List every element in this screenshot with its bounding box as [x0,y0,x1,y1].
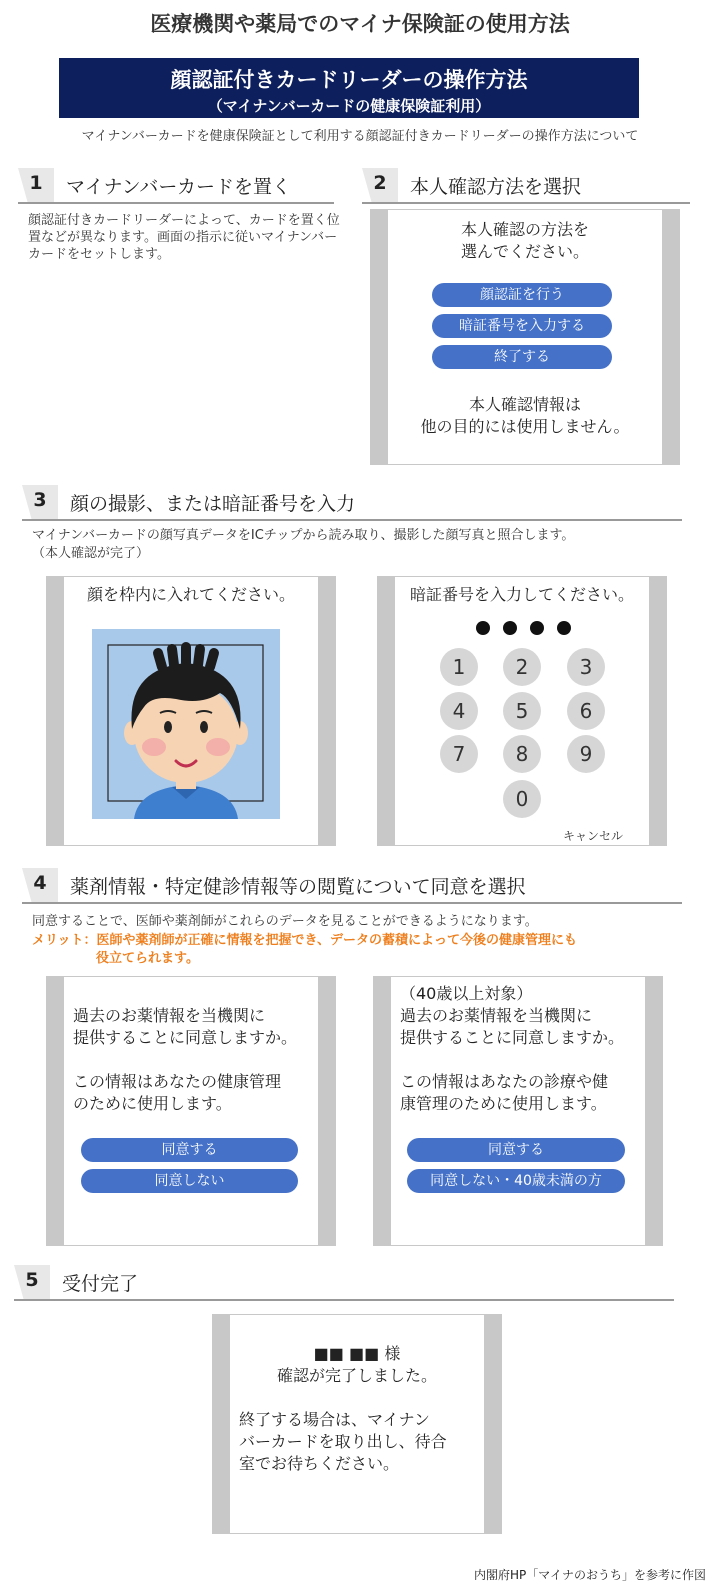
key-0[interactable]: 0 [503,780,541,818]
consent-question-line1: 過去のお薬情報を当機関に [400,1006,593,1025]
pin-entry-screen [377,576,667,846]
auth-prompt-line2: 選んでください。 [460,242,589,261]
step-title: 受付完了 [62,1273,139,1295]
pin-entry-button[interactable]: 暗証番号を入力する [432,314,612,338]
merit-text-line1: メリット：医師や薬剤師が正確に情報を把握でき、データの蓄積によって今後の健康管理にも [32,933,577,948]
cancel-button[interactable]: キャンセル [563,829,624,843]
end-instruction-line1: 終了する場合は、マイナン [239,1410,430,1429]
step4-header [22,868,682,904]
step-number: 2 [373,172,387,194]
step1-header [18,168,334,204]
patient-name: ■■ ■■ 様 [313,1344,401,1363]
divider [22,519,682,521]
step-title: 薬剤情報・特定健診情報等の閲覧について同意を選択 [70,876,526,898]
pin-dot [503,621,517,635]
consent-screen-medication [46,976,336,1246]
banner-title: 顔認証付きカードリーダーの操作方法 [170,68,528,92]
step1-description: 顔認証付きカードリーダーによって、カードを置く位置などが異なります。画面の指示に従いマイナンバーカードをセットします。 [28,213,340,262]
divider [18,202,334,204]
key-2[interactable]: 2 [503,648,541,686]
banner [59,58,639,118]
step-number: 4 [33,872,47,894]
divider [362,202,690,204]
consent-question-line1: 過去のお薬情報を当機関に [73,1006,266,1025]
auth-prompt-line1: 本人確認の方法を [460,220,589,239]
key-1[interactable]: 1 [440,648,478,686]
step-number: 1 [29,172,43,194]
step3-header [22,485,682,521]
step-number: 5 [25,1269,39,1291]
key-6[interactable]: 6 [567,692,605,730]
consent-screen-checkup [373,976,663,1246]
disagree-under40-button[interactable]: 同意しない・40歳未満の方 [407,1169,625,1193]
consent-target: （40歳以上対象） [400,984,533,1003]
step-title: マイナンバーカードを置く [66,176,291,198]
end-instruction-line2: バーカードを取り出し、待合 [239,1432,447,1451]
auth-note-line1: 本人確認情報は [468,395,581,414]
pin-dot [557,621,571,635]
face-auth-button[interactable]: 顔認証を行う [432,283,612,307]
intro-text: マイナンバーカードを健康保険証として利用する顔認証付きカードリーダーの操作方法について [81,129,639,144]
step3-description: マイナンバーカードの顔写真データをICチップから読み取り、撮影した顔写真と照合します。 [32,528,575,543]
disagree-button[interactable]: 同意しない [81,1169,298,1193]
completion-message: 確認が完了しました。 [276,1366,437,1385]
end-button[interactable]: 終了する [432,345,612,369]
consent-note-line1: この情報はあなたの診療や健 [400,1072,609,1091]
step3-note: （本人確認が完了） [32,546,150,561]
step-number: 3 [33,489,47,511]
agree-button[interactable]: 同意する [81,1138,298,1162]
face-prompt: 顔を枠内に入れてください。 [86,585,295,604]
auth-method-screen [370,209,680,465]
face-capture-screen [46,576,336,846]
divider [14,1299,674,1301]
step2-header [362,168,690,204]
consent-note-line1: この情報はあなたの健康管理 [73,1072,282,1091]
completion-screen [212,1314,502,1534]
banner-subtitle: （マイナンバーカードの健康保険証利用） [207,97,491,115]
auth-note-line2: 他の目的には使用しません。 [420,417,630,436]
divider [22,902,682,904]
consent-question-line2: 提供することに同意しますか。 [73,1028,298,1047]
key-8[interactable]: 8 [503,735,541,773]
step4-description: 同意することで、医師や薬剤師がこれらのデータを見ることができるようになります。 [32,914,538,929]
page-title: 医療機関や薬局でのマイナ保険証の使用方法 [150,12,570,36]
face-illustration [92,629,280,819]
source-credit: 内閣府HP「マイナのおうち」を参考に作図 [473,1568,706,1582]
consent-question-line2: 提供することに同意しますか。 [400,1028,625,1047]
consent-note-line2: 康管理のために使用します。 [400,1094,607,1113]
step-title: 本人確認方法を選択 [410,176,582,198]
key-3[interactable]: 3 [567,648,605,686]
key-5[interactable]: 5 [503,692,541,730]
step-title: 顔の撮影、または暗証番号を入力 [70,493,356,515]
consent-note-line2: のために使用します。 [73,1094,232,1113]
key-9[interactable]: 9 [567,735,605,773]
key-7[interactable]: 7 [440,735,478,773]
agree-button[interactable]: 同意する [407,1138,625,1162]
merit-text-line2: 役立てられます。 [96,951,199,966]
pin-dot [530,621,544,635]
end-instruction-line3: 室でお待ちください。 [239,1454,400,1473]
pin-prompt: 暗証番号を入力してください。 [409,585,634,604]
key-4[interactable]: 4 [440,692,478,730]
pin-dot [476,621,490,635]
step5-header [14,1265,674,1301]
